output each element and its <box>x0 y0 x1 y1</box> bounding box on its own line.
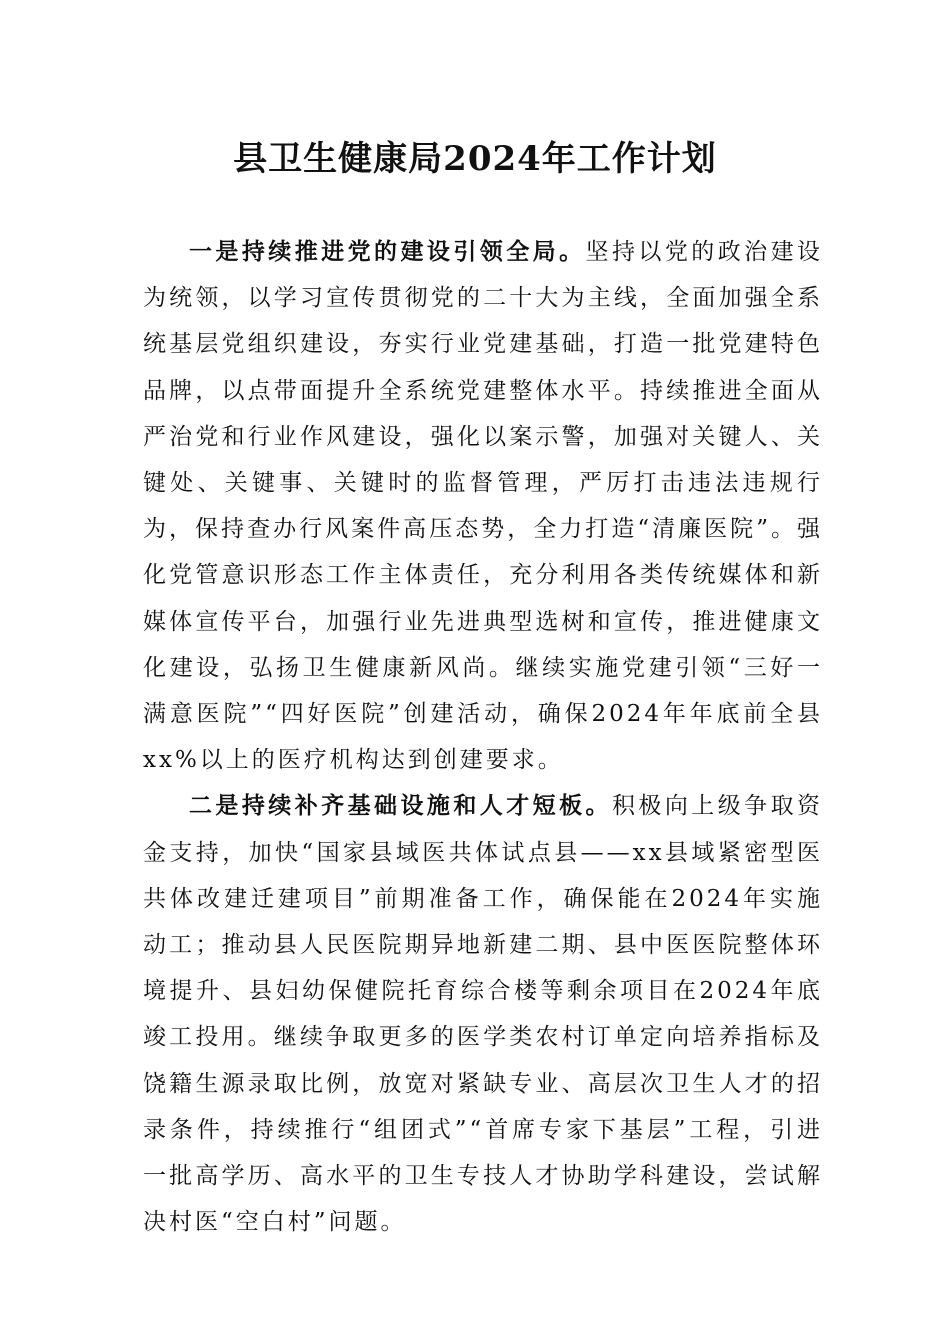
document-body <box>143 229 823 1245</box>
paragraph-text: 积极向上级争取资金支持，加快“国家县域医共体试点县——xx县域紧密型医共体改建迁建项目”前期准备工作，确保能在2024年实施动工；推动县人民医院期异地新建二期、县中医医院整体环境提升、县妇幼保健院托育综合楼等剩余项目在2024年底竣工投用。继续争取更多的医学类农村订单定向培养指标及饶籍生源录取比例，放宽对紧缺专业、高层次卫生人才的招录条件，持续推行“组团式”“首席专家下基层”工程，引进一批高学历、高水平的卫生专技人才协助学科建设，尝试解决村医“空白村”问题。 <box>143 793 824 1236</box>
paragraph-party-building <box>143 229 823 783</box>
paragraph-lead: 二是持续补齐基础设施和人才短板。 <box>189 792 612 820</box>
paragraph-infrastructure <box>143 783 823 1245</box>
page-title: 县卫生健康局2024年工作计划 <box>233 139 717 179</box>
paragraph-lead: 一是持续推进党的建设引领全局。 <box>189 238 586 265</box>
paragraph-text: 坚持以党的政治建设为统领，以学习宣传贯彻党的二十大为主线，全面加强全系统基层党组织建设，夯实行业党建基础，打造一批党建特色品牌，以点带面提升全系统党建整体水平。持续推进全面从严治党和行业作风建设，强化以案示警，加强对关键人、关键处、关键事、关键时的监督管理，严厉打击违法违规行为，保持查办行风案件高压态势，全力打造“清廉医院”。强化党管意识形态工作主体责任，充分利用各类传统媒体和新媒体宣传平台，加强行业先进典型选树和宣传，推进健康文化建设，弘扬卫生健康新风尚。继续实施党建引领“三好一满意医院”“四好医院”创建活动，确保2024年年底前全县xx%以上的医疗机构达到创建要求。 <box>143 239 824 774</box>
